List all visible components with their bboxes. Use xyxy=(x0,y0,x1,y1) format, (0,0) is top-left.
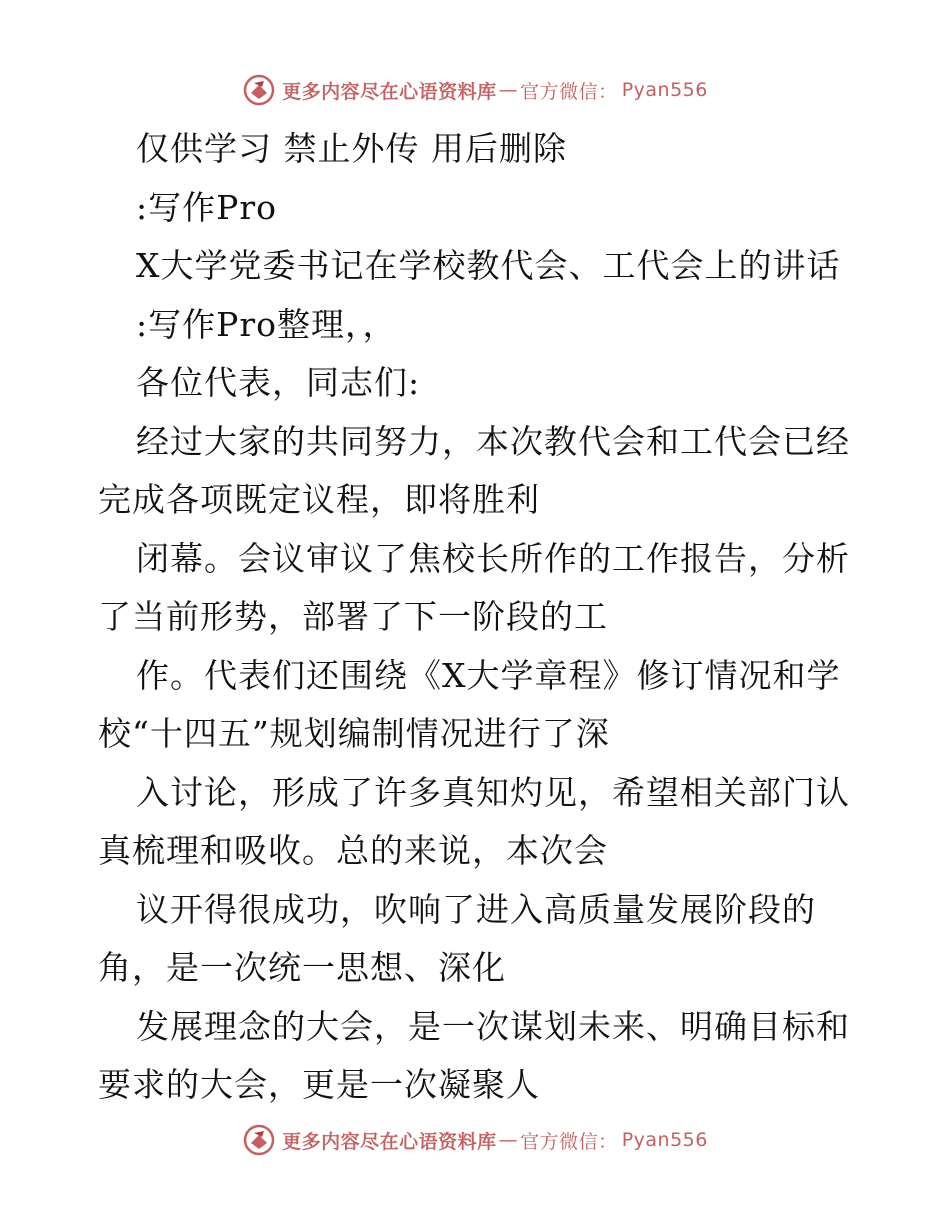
text-line: :写作Pro xyxy=(136,187,277,227)
text-line: :写作Pro整理，， xyxy=(136,304,397,344)
watermark-footer xyxy=(0,1120,950,1160)
text-line: 完成各项既定议程，即将胜利 xyxy=(98,480,540,519)
text-line: 议开得很成功，吹响了进入高质量发展阶段的 xyxy=(136,889,816,929)
watermark-label: 官方微信： xyxy=(520,1130,618,1153)
text-line: 了当前形势，部署了下一阶段的工 xyxy=(98,597,608,636)
book-logo-icon xyxy=(242,1123,276,1157)
book-logo-icon xyxy=(242,73,276,107)
watermark-text: 更多内容尽在心语资料库 xyxy=(282,1130,497,1153)
text-line: 作。代表们还围绕《X大学章程》修订情况和学 xyxy=(136,655,841,695)
text-line: 真梳理和吸收。总的来说，本次会 xyxy=(98,831,608,870)
watermark-wechat-id: Pyan556 xyxy=(621,1129,708,1151)
text-line: 经过大家的共同努力，本次教代会和工代会已经 xyxy=(136,421,850,461)
text-line: 各位代表，同志们: xyxy=(136,363,421,402)
watermark-header xyxy=(0,70,950,110)
text-line: 仅供学习 禁止外传 用后删除 xyxy=(136,129,567,168)
watermark-label: 官方微信： xyxy=(520,80,618,103)
watermark-wechat-id: Pyan556 xyxy=(621,79,708,101)
text-line: 发展理念的大会，是一次谋划未来、明确目标和 xyxy=(136,1006,850,1046)
watermark-separator: — xyxy=(498,79,519,101)
text-line: X大学党委书记在学校教代会、工代会上的讲话 xyxy=(136,246,841,285)
text-line: 闭幕。会议审议了焦校长所作的工作报告，分析 xyxy=(136,538,850,578)
text-line: 入讨论，形成了许多真知灼见，希望相关部门认 xyxy=(136,772,850,812)
watermark-text: 更多内容尽在心语资料库 xyxy=(282,80,497,103)
watermark-separator: — xyxy=(498,1129,519,1151)
text-line: 角，是一次统一思想、深化 xyxy=(98,948,506,987)
document-body xyxy=(98,120,858,1115)
text-line: 校“十四五”规划编制情况进行了深 xyxy=(98,714,610,753)
text-line: 要求的大会，更是一次凝聚人 xyxy=(98,1065,540,1104)
